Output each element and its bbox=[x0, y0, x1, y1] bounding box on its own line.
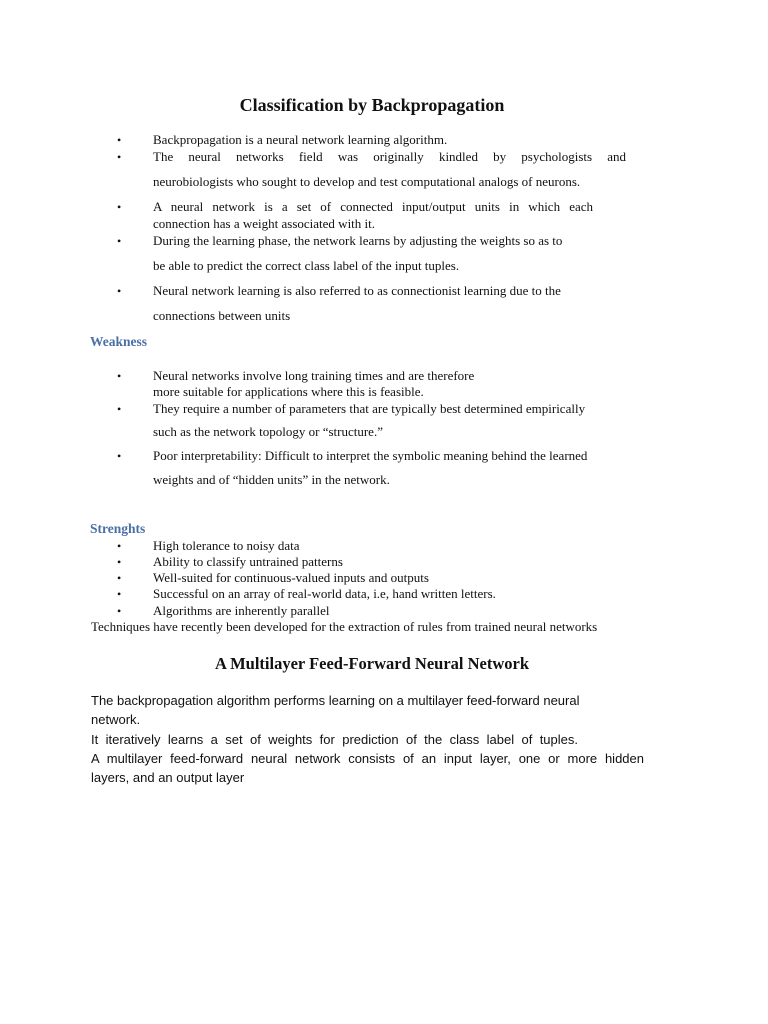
list-item: High tolerance to noisy data bbox=[153, 538, 300, 553]
list-item-continuation: such as the network topology or “structure.” bbox=[153, 424, 383, 439]
paragraph-line: layers, and an output layer bbox=[91, 770, 245, 785]
bullet-marker: • bbox=[117, 449, 122, 463]
paragraph-line: It iteratively learns a set of weights for prediction of the class label of tuples. bbox=[91, 732, 578, 747]
list-item-continuation: neurobiologists who sought to develop and test computational analogs of neurons. bbox=[153, 174, 581, 189]
techniques-note: Techniques have recently been developed for the extraction of rules from trained neural networks bbox=[91, 619, 598, 634]
weakness-heading: Weakness bbox=[90, 334, 148, 349]
bullet-marker: • bbox=[117, 571, 122, 585]
bullet-marker: • bbox=[117, 234, 122, 248]
list-item: Algorithms are inherently parallel bbox=[153, 603, 330, 618]
list-item-continuation: be able to predict the correct class label of the input tuples. bbox=[153, 258, 460, 273]
bullet-marker: • bbox=[117, 200, 122, 214]
paragraph-line: network. bbox=[91, 712, 141, 727]
list-item: They require a number of parameters that are typically best determined empirically bbox=[153, 401, 586, 416]
bullet-marker: • bbox=[117, 539, 122, 553]
bullet-marker: • bbox=[117, 604, 122, 618]
list-item: Neural network learning is also referred to as connectionist learning due to the bbox=[153, 283, 561, 298]
list-item: Poor interpretability: Difficult to interpret the symbolic meaning behind the learned bbox=[153, 448, 588, 463]
bullet-marker: • bbox=[117, 284, 122, 298]
bullet-marker: • bbox=[117, 555, 122, 569]
list-item: Neural networks involve long training times and are therefore bbox=[153, 368, 475, 383]
bullet-marker: • bbox=[117, 133, 122, 147]
strengths-heading: Strenghts bbox=[90, 521, 146, 536]
list-item: Backpropagation is a neural network learning algorithm. bbox=[153, 132, 448, 147]
bullet-marker: • bbox=[117, 587, 122, 601]
section-title: A Multilayer Feed-Forward Neural Network bbox=[214, 654, 530, 673]
list-item: A neural network is a set of connected input/output units in which each bbox=[153, 199, 593, 214]
list-item-continuation: connection has a weight associated with it. bbox=[153, 216, 376, 231]
bullet-marker: • bbox=[117, 150, 122, 164]
list-item: Successful on an array of real-world data, i.e, hand written letters. bbox=[153, 586, 496, 601]
paragraph-line: A multilayer feed-forward neural network consists of an input layer, one or more hidden bbox=[91, 751, 644, 766]
list-item: Well-suited for continuous-valued inputs and outputs bbox=[153, 570, 429, 585]
page-title: Classification by Backpropagation bbox=[239, 95, 505, 115]
paragraph-line: The backpropagation algorithm performs learning on a multilayer feed-forward neural bbox=[91, 693, 580, 708]
bullet-marker: • bbox=[117, 369, 122, 383]
list-item-continuation: more suitable for applications where this is feasible. bbox=[153, 384, 424, 399]
list-item: Ability to classify untrained patterns bbox=[153, 554, 343, 569]
list-item: The neural networks field was originally kindled by psychologists and bbox=[153, 149, 626, 164]
bullet-marker: • bbox=[117, 402, 122, 416]
list-item-continuation: weights and of “hidden units” in the network. bbox=[153, 472, 390, 487]
list-item: During the learning phase, the network learns by adjusting the weights so as to bbox=[153, 233, 563, 248]
list-item-continuation: connections between units bbox=[153, 308, 291, 323]
